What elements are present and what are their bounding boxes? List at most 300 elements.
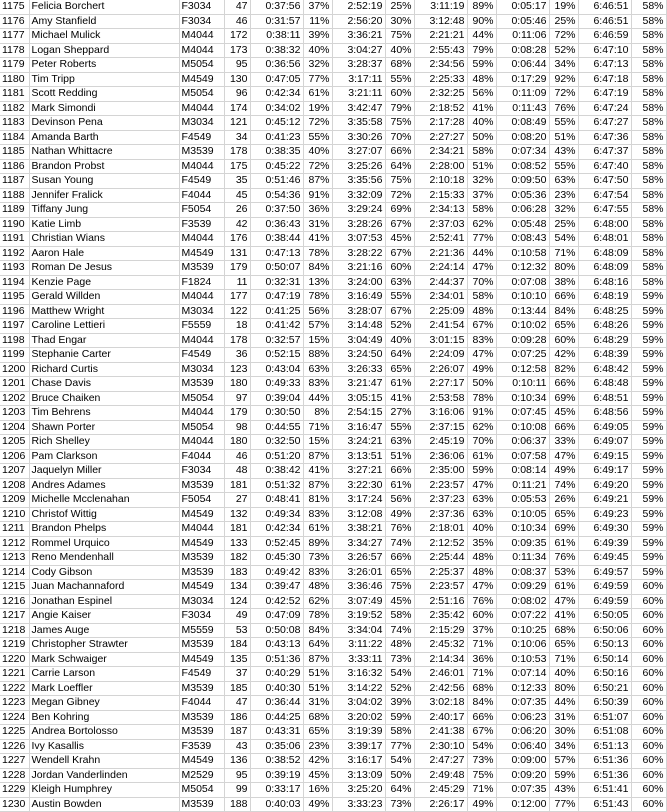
table-row: [0, 188, 666, 203]
table-row: [0, 652, 666, 667]
table-row: [0, 739, 666, 754]
place-cell: 1179: [0, 58, 29, 73]
run-pct-cell: 77%: [467, 232, 496, 247]
swim-pct-cell: 71%: [303, 420, 332, 435]
swim-time-cell: 0:51:32: [250, 478, 303, 493]
swim-time-cell: 0:42:34: [250, 522, 303, 537]
run-time-cell: 2:32:25: [414, 87, 467, 102]
total-time-cell: 6:49:07: [578, 435, 631, 450]
division-cell: F3034: [179, 609, 224, 624]
total-pct-cell: 59%: [631, 522, 666, 537]
run-time-cell: 2:36:06: [414, 449, 467, 464]
division-cell: M3034: [179, 362, 224, 377]
total-pct-cell: 59%: [631, 304, 666, 319]
bike-time-cell: 3:20:02: [332, 710, 385, 725]
place-cell: 1206: [0, 449, 29, 464]
transition-pct-cell: 31%: [549, 710, 578, 725]
table-row: [0, 464, 666, 479]
transition-pct-cell: 65%: [549, 507, 578, 522]
swim-pct-cell: 83%: [303, 565, 332, 580]
swim-pct-cell: 68%: [303, 710, 332, 725]
run-time-cell: 2:45:32: [414, 638, 467, 653]
run-time-cell: 2:21:36: [414, 246, 467, 261]
table-row: [0, 638, 666, 653]
swim-pct-cell: 11%: [303, 14, 332, 29]
name-cell: Shawn Porter: [29, 420, 179, 435]
total-time-cell: 6:47:27: [578, 116, 631, 131]
transition-time-cell: 0:09:28: [496, 333, 549, 348]
total-pct-cell: 59%: [631, 435, 666, 450]
bike-pct-cell: 54%: [385, 667, 414, 682]
division-cell: F4044: [179, 449, 224, 464]
swim-time-cell: 0:47:05: [250, 72, 303, 87]
total-time-cell: 6:49:59: [578, 580, 631, 595]
bike-pct-cell: 63%: [385, 275, 414, 290]
total-time-cell: 6:48:51: [578, 391, 631, 406]
division-place-cell: 178: [224, 333, 250, 348]
bike-time-cell: 3:14:22: [332, 681, 385, 696]
transition-pct-cell: 34%: [549, 58, 578, 73]
transition-pct-cell: 65%: [549, 319, 578, 334]
division-cell: M4044: [179, 406, 224, 421]
bike-pct-cell: 67%: [385, 246, 414, 261]
bike-pct-cell: 79%: [385, 101, 414, 116]
swim-time-cell: 0:41:23: [250, 130, 303, 145]
division-place-cell: 46: [224, 449, 250, 464]
swim-pct-cell: 84%: [303, 261, 332, 276]
swim-pct-cell: 64%: [303, 638, 332, 653]
name-cell: Amy Stanfield: [29, 14, 179, 29]
total-pct-cell: 59%: [631, 507, 666, 522]
division-place-cell: 131: [224, 246, 250, 261]
table-row: [0, 203, 666, 218]
total-time-cell: 6:48:19: [578, 290, 631, 305]
swim-pct-cell: 51%: [303, 667, 332, 682]
total-pct-cell: 58%: [631, 58, 666, 73]
run-time-cell: 2:14:34: [414, 652, 467, 667]
bike-time-cell: 3:33:11: [332, 652, 385, 667]
transition-time-cell: 0:05:17: [496, 0, 549, 14]
place-cell: 1208: [0, 478, 29, 493]
run-pct-cell: 83%: [467, 333, 496, 348]
transition-pct-cell: 66%: [549, 377, 578, 392]
bike-time-cell: 3:17:24: [332, 493, 385, 508]
place-cell: 1226: [0, 739, 29, 754]
run-pct-cell: 50%: [467, 377, 496, 392]
name-cell: Jonathan Espinel: [29, 594, 179, 609]
swim-time-cell: 0:31:57: [250, 14, 303, 29]
run-pct-cell: 67%: [467, 725, 496, 740]
run-time-cell: 2:40:17: [414, 710, 467, 725]
run-pct-cell: 66%: [467, 710, 496, 725]
transition-pct-cell: 59%: [549, 768, 578, 783]
total-time-cell: 6:49:20: [578, 478, 631, 493]
bike-pct-cell: 45%: [385, 232, 414, 247]
transition-time-cell: 0:05:48: [496, 217, 549, 232]
division-cell: M3539: [179, 638, 224, 653]
swim-time-cell: 0:49:34: [250, 507, 303, 522]
total-pct-cell: 59%: [631, 565, 666, 580]
name-cell: Megan Gibney: [29, 696, 179, 711]
table-row: [0, 710, 666, 725]
division-place-cell: 95: [224, 768, 250, 783]
total-time-cell: 6:49:21: [578, 493, 631, 508]
division-cell: M5054: [179, 87, 224, 102]
bike-pct-cell: 41%: [385, 391, 414, 406]
table-row: [0, 333, 666, 348]
division-place-cell: 98: [224, 420, 250, 435]
total-time-cell: 6:50:39: [578, 696, 631, 711]
run-time-cell: 2:42:56: [414, 681, 467, 696]
division-place-cell: 181: [224, 478, 250, 493]
bike-time-cell: 3:30:26: [332, 130, 385, 145]
name-cell: Brandon Phelps: [29, 522, 179, 537]
swim-pct-cell: 61%: [303, 522, 332, 537]
place-cell: 1176: [0, 14, 29, 29]
run-time-cell: 2:25:37: [414, 565, 467, 580]
run-time-cell: 2:37:15: [414, 420, 467, 435]
transition-time-cell: 0:08:28: [496, 43, 549, 58]
swim-pct-cell: 32%: [303, 58, 332, 73]
transition-time-cell: 0:09:00: [496, 754, 549, 769]
name-cell: Tiffany Jung: [29, 203, 179, 218]
name-cell: Brandon Probst: [29, 159, 179, 174]
bike-time-cell: 3:39:17: [332, 739, 385, 754]
swim-pct-cell: 84%: [303, 623, 332, 638]
run-time-cell: 2:47:27: [414, 754, 467, 769]
transition-time-cell: 0:17:29: [496, 72, 549, 87]
bike-pct-cell: 67%: [385, 217, 414, 232]
division-cell: M5054: [179, 783, 224, 798]
transition-pct-cell: 43%: [549, 145, 578, 160]
division-cell: M4044: [179, 43, 224, 58]
total-time-cell: 6:46:51: [578, 0, 631, 14]
bike-pct-cell: 74%: [385, 536, 414, 551]
swim-pct-cell: 91%: [303, 188, 332, 203]
name-cell: Kenzie Page: [29, 275, 179, 290]
run-pct-cell: 79%: [467, 43, 496, 58]
run-time-cell: 2:41:54: [414, 319, 467, 334]
place-cell: 1213: [0, 551, 29, 566]
table-row: [0, 478, 666, 493]
division-place-cell: 175: [224, 159, 250, 174]
total-time-cell: 6:49:57: [578, 565, 631, 580]
table-row: [0, 725, 666, 740]
transition-pct-cell: 92%: [549, 72, 578, 87]
bike-pct-cell: 55%: [385, 290, 414, 305]
run-pct-cell: 84%: [467, 696, 496, 711]
transition-pct-cell: 25%: [549, 14, 578, 29]
division-cell: M3539: [179, 478, 224, 493]
bike-time-cell: 3:05:15: [332, 391, 385, 406]
bike-time-cell: 3:19:39: [332, 725, 385, 740]
swim-time-cell: 0:47:13: [250, 246, 303, 261]
division-place-cell: 122: [224, 304, 250, 319]
name-cell: Nathan Whittacre: [29, 145, 179, 160]
table-row: [0, 435, 666, 450]
transition-pct-cell: 80%: [549, 681, 578, 696]
transition-pct-cell: 69%: [549, 391, 578, 406]
total-pct-cell: 58%: [631, 174, 666, 189]
run-pct-cell: 51%: [467, 159, 496, 174]
transition-pct-cell: 38%: [549, 275, 578, 290]
swim-time-cell: 0:33:17: [250, 783, 303, 798]
swim-time-cell: 0:38:44: [250, 232, 303, 247]
swim-time-cell: 0:43:04: [250, 362, 303, 377]
division-place-cell: 133: [224, 536, 250, 551]
run-pct-cell: 61%: [467, 449, 496, 464]
total-pct-cell: 60%: [631, 652, 666, 667]
swim-time-cell: 0:49:42: [250, 565, 303, 580]
total-time-cell: 6:47:10: [578, 43, 631, 58]
swim-pct-cell: 31%: [303, 217, 332, 232]
total-pct-cell: 60%: [631, 623, 666, 638]
run-pct-cell: 48%: [467, 551, 496, 566]
bike-pct-cell: 77%: [385, 739, 414, 754]
division-cell: M2529: [179, 768, 224, 783]
place-cell: 1223: [0, 696, 29, 711]
bike-pct-cell: 40%: [385, 43, 414, 58]
bike-pct-cell: 55%: [385, 72, 414, 87]
swim-time-cell: 0:42:34: [250, 87, 303, 102]
place-cell: 1184: [0, 130, 29, 145]
transition-time-cell: 0:12:00: [496, 797, 549, 812]
transition-pct-cell: 34%: [549, 739, 578, 754]
bike-pct-cell: 70%: [385, 130, 414, 145]
place-cell: 1182: [0, 101, 29, 116]
swim-time-cell: 0:42:52: [250, 594, 303, 609]
bike-time-cell: 3:25:26: [332, 159, 385, 174]
division-cell: M4549: [179, 507, 224, 522]
division-cell: M3539: [179, 145, 224, 160]
place-cell: 1183: [0, 116, 29, 131]
swim-pct-cell: 37%: [303, 0, 332, 14]
run-time-cell: 2:23:57: [414, 580, 467, 595]
swim-time-cell: 0:49:33: [250, 377, 303, 392]
transition-time-cell: 0:10:34: [496, 522, 549, 537]
division-place-cell: 173: [224, 43, 250, 58]
run-pct-cell: 44%: [467, 29, 496, 44]
swim-time-cell: 0:41:42: [250, 319, 303, 334]
division-place-cell: 182: [224, 551, 250, 566]
division-cell: F3539: [179, 739, 224, 754]
transition-pct-cell: 84%: [549, 304, 578, 319]
table-row: [0, 768, 666, 783]
transition-pct-cell: 82%: [549, 362, 578, 377]
name-cell: Scott Redding: [29, 87, 179, 102]
total-pct-cell: 60%: [631, 609, 666, 624]
run-pct-cell: 48%: [467, 565, 496, 580]
swim-time-cell: 0:40:29: [250, 667, 303, 682]
transition-pct-cell: 65%: [549, 638, 578, 653]
swim-time-cell: 0:38:35: [250, 145, 303, 160]
total-pct-cell: 59%: [631, 536, 666, 551]
division-place-cell: 42: [224, 217, 250, 232]
table-row: [0, 406, 666, 421]
total-pct-cell: 60%: [631, 754, 666, 769]
transition-pct-cell: 51%: [549, 130, 578, 145]
total-pct-cell: 58%: [631, 232, 666, 247]
table-row: [0, 420, 666, 435]
place-cell: 1224: [0, 710, 29, 725]
total-time-cell: 6:49:45: [578, 551, 631, 566]
transition-pct-cell: 52%: [549, 43, 578, 58]
place-cell: 1197: [0, 319, 29, 334]
transition-pct-cell: 76%: [549, 551, 578, 566]
total-time-cell: 6:51:13: [578, 739, 631, 754]
bike-pct-cell: 51%: [385, 449, 414, 464]
transition-time-cell: 0:10:58: [496, 246, 549, 261]
total-pct-cell: 59%: [631, 290, 666, 305]
total-pct-cell: 60%: [631, 580, 666, 595]
division-cell: M3539: [179, 565, 224, 580]
swim-time-cell: 0:50:08: [250, 623, 303, 638]
total-pct-cell: 60%: [631, 696, 666, 711]
total-time-cell: 6:46:51: [578, 14, 631, 29]
name-cell: Stephanie Carter: [29, 348, 179, 363]
table-row: [0, 536, 666, 551]
place-cell: 1219: [0, 638, 29, 653]
bike-time-cell: 3:13:09: [332, 768, 385, 783]
run-pct-cell: 54%: [467, 739, 496, 754]
run-time-cell: 2:35:42: [414, 609, 467, 624]
total-pct-cell: 59%: [631, 551, 666, 566]
total-time-cell: 6:47:18: [578, 72, 631, 87]
transition-time-cell: 0:08:52: [496, 159, 549, 174]
total-time-cell: 6:49:30: [578, 522, 631, 537]
bike-time-cell: 3:28:37: [332, 58, 385, 73]
swim-time-cell: 0:41:25: [250, 304, 303, 319]
table-row: [0, 87, 666, 102]
run-pct-cell: 63%: [467, 493, 496, 508]
bike-pct-cell: 30%: [385, 14, 414, 29]
total-time-cell: 6:49:05: [578, 420, 631, 435]
place-cell: 1198: [0, 333, 29, 348]
run-pct-cell: 60%: [467, 609, 496, 624]
division-place-cell: 35: [224, 174, 250, 189]
transition-pct-cell: 66%: [549, 420, 578, 435]
transition-time-cell: 0:10:34: [496, 391, 549, 406]
swim-time-cell: 0:36:44: [250, 696, 303, 711]
run-time-cell: 3:12:48: [414, 14, 467, 29]
name-cell: Matthew Wright: [29, 304, 179, 319]
division-cell: F3539: [179, 217, 224, 232]
bike-time-cell: 3:19:52: [332, 609, 385, 624]
name-cell: Chase Davis: [29, 377, 179, 392]
division-cell: F3034: [179, 464, 224, 479]
division-cell: F3034: [179, 0, 224, 14]
place-cell: 1215: [0, 580, 29, 595]
swim-time-cell: 0:47:19: [250, 290, 303, 305]
transition-pct-cell: 71%: [549, 246, 578, 261]
total-pct-cell: 58%: [631, 145, 666, 160]
place-cell: 1209: [0, 493, 29, 508]
division-cell: M4044: [179, 29, 224, 44]
table-row: [0, 449, 666, 464]
bike-time-cell: 3:07:53: [332, 232, 385, 247]
total-pct-cell: 60%: [631, 594, 666, 609]
swim-pct-cell: 23%: [303, 739, 332, 754]
division-place-cell: 187: [224, 725, 250, 740]
bike-time-cell: 3:16:17: [332, 754, 385, 769]
name-cell: Andres Adames: [29, 478, 179, 493]
transition-time-cell: 0:10:08: [496, 420, 549, 435]
name-cell: Ben Kohring: [29, 710, 179, 725]
division-cell: M3539: [179, 261, 224, 276]
place-cell: 1189: [0, 203, 29, 218]
division-cell: F4549: [179, 667, 224, 682]
bike-time-cell: 3:07:49: [332, 594, 385, 609]
table-row: [0, 145, 666, 160]
transition-time-cell: 0:08:02: [496, 594, 549, 609]
total-pct-cell: 58%: [631, 159, 666, 174]
total-pct-cell: 58%: [631, 14, 666, 29]
transition-time-cell: 0:08:37: [496, 565, 549, 580]
division-place-cell: 186: [224, 710, 250, 725]
bike-pct-cell: 72%: [385, 188, 414, 203]
swim-pct-cell: 41%: [303, 232, 332, 247]
swim-pct-cell: 40%: [303, 43, 332, 58]
place-cell: 1185: [0, 145, 29, 160]
swim-time-cell: 0:37:56: [250, 0, 303, 14]
swim-pct-cell: 41%: [303, 464, 332, 479]
name-cell: Tim Tripp: [29, 72, 179, 87]
transition-time-cell: 0:08:43: [496, 232, 549, 247]
division-cell: F5054: [179, 493, 224, 508]
division-cell: M4044: [179, 522, 224, 537]
name-cell: Amanda Barth: [29, 130, 179, 145]
swim-pct-cell: 13%: [303, 275, 332, 290]
total-pct-cell: 59%: [631, 391, 666, 406]
name-cell: Ivy Kasallis: [29, 739, 179, 754]
total-time-cell: 6:49:39: [578, 536, 631, 551]
run-time-cell: 2:37:03: [414, 217, 467, 232]
division-cell: F4549: [179, 130, 224, 145]
run-pct-cell: 58%: [467, 203, 496, 218]
transition-time-cell: 0:05:46: [496, 14, 549, 29]
total-pct-cell: 58%: [631, 29, 666, 44]
transition-time-cell: 0:10:53: [496, 652, 549, 667]
place-cell: 1221: [0, 667, 29, 682]
run-time-cell: 2:26:07: [414, 362, 467, 377]
bike-time-cell: 3:24:00: [332, 275, 385, 290]
bike-pct-cell: 75%: [385, 29, 414, 44]
transition-time-cell: 0:09:35: [496, 536, 549, 551]
swim-pct-cell: 87%: [303, 449, 332, 464]
swim-pct-cell: 65%: [303, 725, 332, 740]
total-time-cell: 6:46:59: [578, 29, 631, 44]
division-cell: F5054: [179, 203, 224, 218]
place-cell: 1188: [0, 188, 29, 203]
name-cell: Christof Wittig: [29, 507, 179, 522]
table-row: [0, 783, 666, 798]
swim-time-cell: 0:45:22: [250, 159, 303, 174]
run-pct-cell: 41%: [467, 101, 496, 116]
swim-pct-cell: 72%: [303, 159, 332, 174]
transition-time-cell: 0:11:43: [496, 101, 549, 116]
run-time-cell: 2:35:00: [414, 464, 467, 479]
division-cell: M3034: [179, 116, 224, 131]
run-pct-cell: 67%: [467, 319, 496, 334]
swim-pct-cell: 87%: [303, 478, 332, 493]
total-time-cell: 6:48:01: [578, 232, 631, 247]
name-cell: Mark Schwaiger: [29, 652, 179, 667]
run-pct-cell: 59%: [467, 464, 496, 479]
bike-time-cell: 3:27:21: [332, 464, 385, 479]
bike-time-cell: 3:28:22: [332, 246, 385, 261]
division-place-cell: 123: [224, 362, 250, 377]
bike-time-cell: 3:24:50: [332, 348, 385, 363]
